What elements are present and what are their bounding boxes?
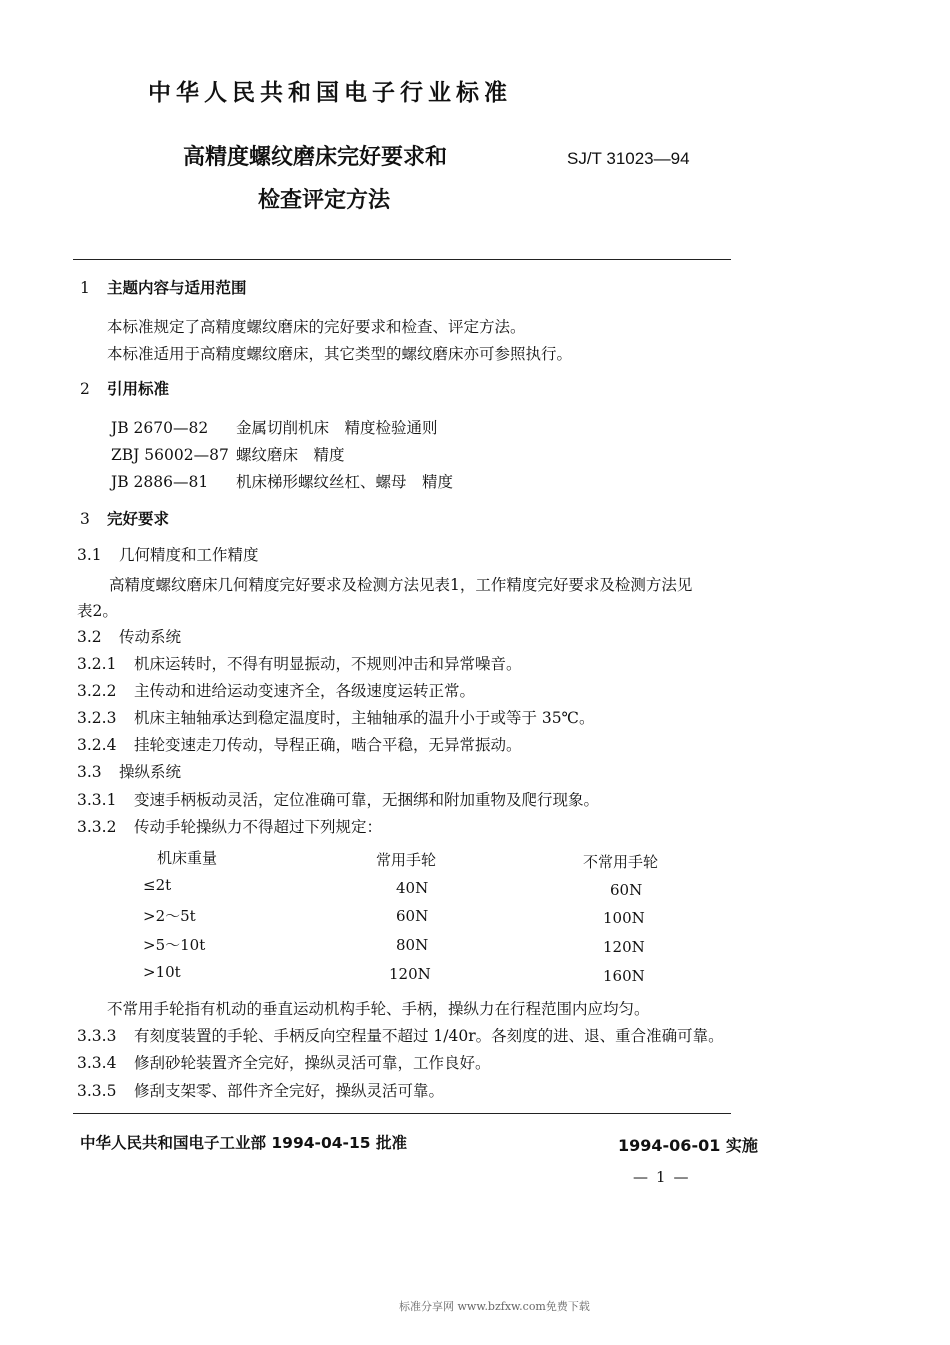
table-note: 不常用手轮指有机动的垂直运动机构手轮、手柄，操纵力在行程范围内应均匀。: [107, 1000, 650, 1018]
table-header-common-handwheel: 常用手轮: [376, 851, 437, 869]
download-watermark: 标准分享网 www.bzfxw.com免费下载: [399, 1300, 590, 1313]
section-number: 1: [80, 279, 90, 297]
section-3-heading: [80, 507, 169, 529]
header-rule: [73, 259, 731, 260]
document-title-line2: 检查评定方法: [258, 188, 391, 213]
reference-item: [111, 416, 437, 438]
page-number: —1—: [633, 1168, 697, 1186]
reference-code: JB 2670—82: [111, 419, 209, 437]
clause-number: 3.2.2: [77, 682, 117, 700]
table-cell-weight: >10t: [143, 963, 181, 981]
table-cell-uncommon: 60N: [610, 881, 643, 899]
clause-3-3-2: [77, 815, 382, 837]
section-title: 主题内容与适用范围: [106, 279, 247, 297]
clause-3-3-4: [77, 1051, 491, 1073]
clause-number: 3.2.1: [77, 655, 117, 673]
paragraph: 高精度螺纹磨床几何精度完好要求及检测方法见表1，工作精度完好要求及检测方法见: [109, 576, 693, 594]
clause-number: 3.3.1: [77, 791, 117, 809]
reference-code: JB 2886—81: [111, 473, 209, 491]
issuing-body-header: 中华人民共和国电子行业标准: [148, 80, 512, 106]
table-header-weight: 机床重量: [157, 849, 218, 867]
table-cell-common: 40N: [396, 879, 429, 897]
reference-code: ZBJ 56002—87: [111, 446, 229, 464]
clause-text: 传动手轮操纵力不得超过下列规定：: [134, 818, 383, 836]
section-number: 3: [80, 510, 90, 528]
table-cell-common: 120N: [389, 965, 431, 983]
table-cell-common: 60N: [396, 907, 429, 925]
table-cell-uncommon: 120N: [603, 938, 645, 956]
clause-text: 挂轮变速走刀传动，导程正确，啮合平稳，无异常振动。: [134, 736, 522, 754]
table-cell-weight: ≤2t: [143, 876, 172, 894]
clause-number: 3.3.2: [77, 818, 117, 836]
table-cell-weight: >2～5t: [143, 907, 196, 925]
document-title-line1: 高精度螺纹磨床完好要求和: [183, 145, 448, 170]
clause-number: 3.1: [77, 546, 102, 564]
table-cell-uncommon: 160N: [603, 967, 645, 985]
subsection-3-3-heading: [77, 760, 181, 782]
reference-item: [111, 443, 344, 465]
clause-text: 修刮支架零、部件齐全完好，操纵灵活可靠。: [134, 1082, 445, 1100]
clause-text: 机床主轴轴承达到稳定温度时，主轴轴承的温升小于或等于 35℃。: [134, 709, 595, 727]
section-title: 引用标准: [106, 380, 169, 398]
clause-text: 机床运转时，不得有明显振动，不规则冲击和异常噪音。: [134, 655, 522, 673]
section-2-heading: [80, 377, 169, 399]
clause-number: 3.2: [77, 628, 102, 646]
table-cell-common: 80N: [396, 936, 429, 954]
section-1-heading: [80, 276, 246, 298]
table-cell-weight: >5～10t: [143, 936, 206, 954]
clause-number: 3.3.4: [77, 1054, 117, 1072]
subsection-3-2-heading: [77, 625, 181, 647]
approval-line: 中华人民共和国电子工业部 1994-04-15 批准: [80, 1134, 407, 1152]
clause-number: 3.2.3: [77, 709, 117, 727]
clause-text: 主传动和进给运动变速齐全，各级速度运转正常。: [134, 682, 476, 700]
section-title: 完好要求: [106, 510, 169, 528]
table-header-uncommon-handwheel: 不常用手轮: [583, 853, 659, 871]
clause-number: 3.3.3: [77, 1027, 117, 1045]
clause-3-2-1: [77, 652, 522, 674]
clause-title: 几何精度和工作精度: [119, 546, 259, 564]
clause-number: 3.3: [77, 763, 102, 781]
paragraph: 本标准适用于高精度螺纹磨床，其它类型的螺纹磨床亦可参照执行。: [107, 345, 573, 363]
reference-name: 机床梯形螺纹丝杠、螺母 精度: [235, 473, 453, 491]
reference-name: 螺纹磨床 精度: [235, 446, 345, 464]
clause-number: 3.3.5: [77, 1082, 117, 1100]
paragraph: 本标准规定了高精度螺纹磨床的完好要求和检查、评定方法。: [107, 318, 526, 336]
subsection-3-1-heading: [77, 543, 259, 565]
clause-title: 传动系统: [119, 628, 182, 646]
standard-number: SJ/T 31023—94: [567, 149, 690, 168]
clause-text: 有刻度装置的手轮、手柄反向空程量不超过 1/40r。各刻度的进、退、重合准确可靠。: [134, 1027, 724, 1045]
clause-text: 修刮砂轮装置齐全完好，操纵灵活可靠，工作良好。: [134, 1054, 491, 1072]
clause-3-3-1: [77, 788, 599, 810]
table-cell-uncommon: 100N: [603, 909, 645, 927]
paragraph-continuation: 表2。: [77, 602, 118, 620]
reference-item: [111, 470, 453, 492]
clause-number: 3.2.4: [77, 736, 117, 754]
clause-3-2-3: [77, 706, 595, 728]
clause-3-3-3: [77, 1024, 724, 1046]
clause-text: 变速手柄板动灵活，定位准确可靠，无捆绑和附加重物及爬行现象。: [134, 791, 600, 809]
reference-name: 金属切削机床 精度检验通则: [235, 419, 438, 437]
footer-rule: [73, 1113, 731, 1114]
clause-3-3-5: [77, 1079, 444, 1101]
clause-3-2-2: [77, 679, 475, 701]
section-number: 2: [80, 380, 90, 398]
clause-3-2-4: [77, 733, 522, 755]
implementation-date: 1994-06-01 实施: [618, 1136, 758, 1155]
clause-title: 操纵系统: [119, 763, 182, 781]
